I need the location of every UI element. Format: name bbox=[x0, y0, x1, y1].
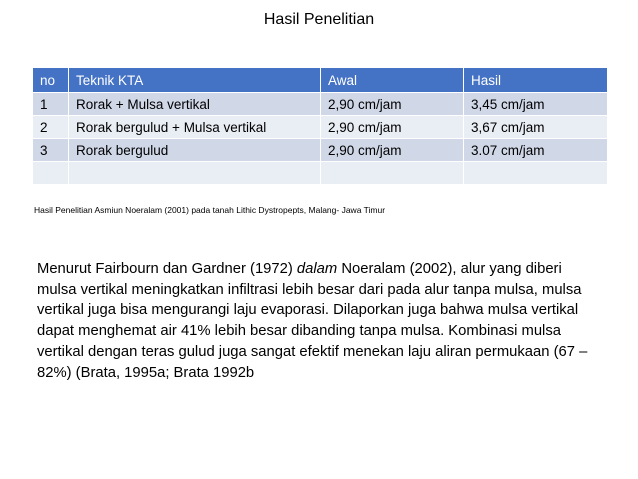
cell-hasil: 3,45 cm/jam bbox=[464, 93, 608, 116]
header-no: no bbox=[33, 68, 69, 93]
cell-hasil bbox=[464, 162, 608, 185]
cell-awal bbox=[321, 162, 464, 185]
paragraph-rest: Noeralam (2002), alur yang diberi mulsa vertikal meningkatkan infiltrasi lebih besar dari pada alur tanpa mulsa, mulsa vertikal juga bisa mengurangi laju evaporasi. Dilaporkan juga bahwa mulsa vertikal dapat menghemat air 41% lebih besar dibanding tanpa mulsa. Kombinasi mulsa vertikal dengan teras gulud juga sangat efektif menekan laju aliran permukaan (67 – 82%) (Brata, 1995a; Brata 1992b bbox=[37, 261, 588, 381]
cell-awal: 2,90 cm/jam bbox=[321, 116, 464, 139]
cell-teknik-kta: Rorak + Mulsa vertikal bbox=[69, 93, 321, 116]
cell-no: 3 bbox=[33, 139, 69, 162]
table-caption: Hasil Penelitian Asmiun Noeralam (2001) pada tanah Lithic Dystropepts, Malang- Jawa Timur bbox=[34, 205, 386, 215]
table-row bbox=[33, 116, 608, 139]
table-row bbox=[33, 139, 608, 162]
cell-awal: 2,90 cm/jam bbox=[321, 93, 464, 116]
table-row bbox=[33, 93, 608, 116]
page-title: Hasil Penelitian bbox=[263, 11, 375, 28]
table-header-row bbox=[33, 68, 608, 93]
results-table bbox=[32, 67, 608, 185]
body-paragraph bbox=[37, 259, 603, 383]
cell-hasil: 3,67 cm/jam bbox=[464, 116, 608, 139]
header-awal: Awal bbox=[321, 68, 464, 93]
cell-no: 1 bbox=[33, 93, 69, 116]
paragraph-lead: Menurut Fairbourn dan Gardner (1972) bbox=[37, 261, 297, 277]
cell-teknik-kta: Rorak bergulud + Mulsa vertikal bbox=[69, 116, 321, 139]
cell-hasil: 3.07 cm/jam bbox=[464, 139, 608, 162]
cell-teknik-kta: Rorak bergulud bbox=[69, 139, 321, 162]
table-row-empty bbox=[33, 162, 608, 185]
cell-teknik-kta bbox=[69, 162, 321, 185]
paragraph-emphasis: dalam bbox=[296, 261, 338, 277]
header-teknik-kta: Teknik KTA bbox=[69, 68, 321, 93]
cell-awal: 2,90 cm/jam bbox=[321, 139, 464, 162]
cell-no: 2 bbox=[33, 116, 69, 139]
cell-no bbox=[33, 162, 69, 185]
header-hasil: Hasil bbox=[464, 68, 608, 93]
